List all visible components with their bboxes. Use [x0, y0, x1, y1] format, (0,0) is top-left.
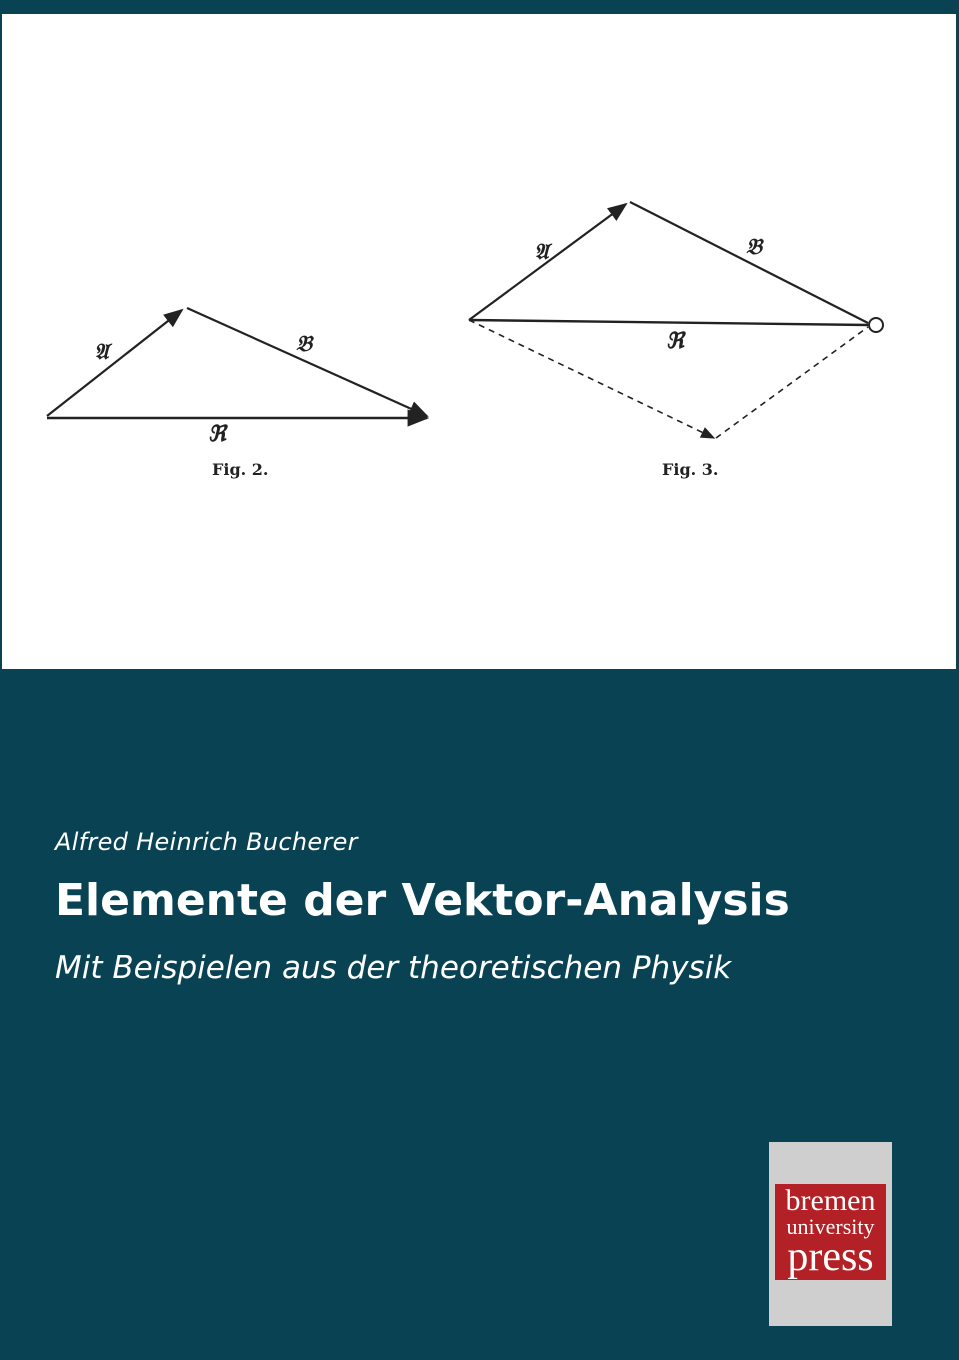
- figure-3: [469, 202, 883, 479]
- publisher-logo-line-1: bremen: [785, 1184, 876, 1217]
- fig2-caption: Fig. 2.: [212, 460, 269, 479]
- fig3-label-b: 𝔅: [746, 234, 762, 260]
- fig3-caption: Fig. 3.: [662, 460, 719, 479]
- fig2-vector-a: [47, 310, 182, 416]
- publisher-logo: [769, 1142, 892, 1326]
- book-subtitle: Mit Beispielen aus der theoretischen Physik: [55, 950, 732, 986]
- fig2-label-a: 𝔄: [94, 339, 109, 365]
- illustration-panel: [2, 14, 956, 669]
- fig2-vector-b: [187, 308, 427, 416]
- book-title: Elemente der Vektor-Analysis: [55, 875, 790, 926]
- figure-2: [47, 308, 427, 479]
- fig3-vector-r: [469, 320, 868, 325]
- vector-diagram: [2, 14, 956, 669]
- publisher-logo-line-3: press: [787, 1234, 874, 1280]
- fig3-dashed-lower-right: [716, 327, 868, 438]
- fig2-label-r: ℜ: [208, 421, 226, 447]
- fig2-label-b: 𝔅: [296, 331, 312, 357]
- fig3-label-r: ℜ: [666, 328, 684, 354]
- fig3-endpoint-circle: [869, 318, 883, 332]
- author-name: Alfred Heinrich Bucherer: [55, 828, 358, 856]
- fig3-vector-b: [630, 202, 868, 323]
- fig3-label-a: 𝔄: [534, 239, 549, 265]
- publisher-logo-line-2: university: [786, 1214, 875, 1239]
